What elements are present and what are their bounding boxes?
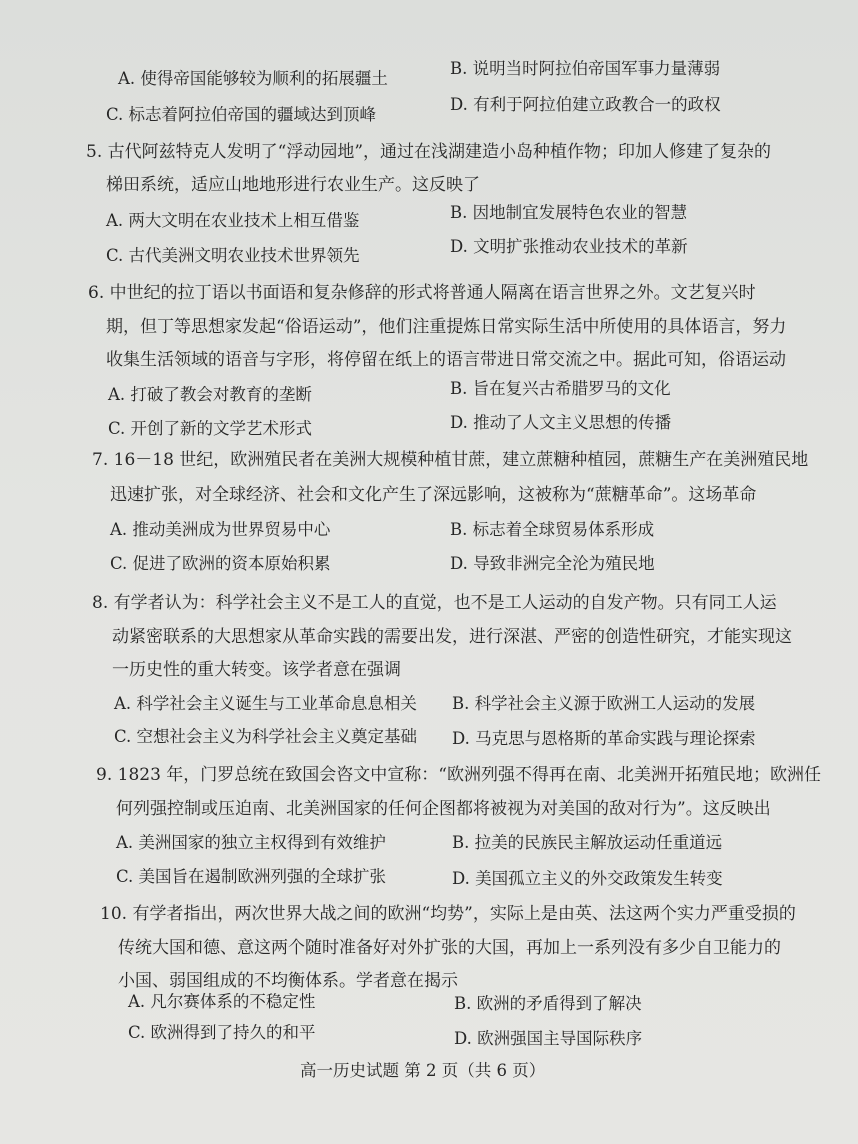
q4-option-d: D. 有利于阿拉伯建立政教合一的政权 <box>450 95 721 114</box>
q10-stem-line-2: 传统大国和德、意这两个随时准备好对外扩张的大国，再加上一系列没有多少自卫能力的 <box>118 938 781 958</box>
q6-stem-line-3: 收集生活领域的语音与字形，将停留在纸上的语言带进日常交流之中。据此可知，俗语运动 <box>106 350 786 370</box>
q9-option-b: B. 拉美的民族民主解放运动任重道远 <box>452 833 723 852</box>
q5-option-b: B. 因地制宜发展特色农业的智慧 <box>450 203 688 222</box>
page-footer: 高一历史试题 第 2 页（共 6 页） <box>300 1061 546 1080</box>
q10-option-d: D. 欧洲强国主导国际秩序 <box>454 1029 643 1048</box>
q10-option-b: B. 欧洲的矛盾得到了解决 <box>454 994 642 1013</box>
q7-option-a: A. 推动美洲成为世界贸易中心 <box>110 520 331 539</box>
q4-option-a: A. 使得帝国能够较为顺利的拓展疆土 <box>118 69 388 88</box>
q10-option-c: C. 欧洲得到了持久的和平 <box>128 1023 316 1042</box>
q7-option-c: C. 促进了欧洲的资本原始积累 <box>110 554 331 573</box>
q8-stem-line-2: 动紧密联系的大思想家从革命实践的需要出发，进行深湛、严密的创造性研究，才能实现这 <box>112 627 792 647</box>
q5-stem-line-1: 5. 古代阿兹特克人发明了“浮动园地”，通过在浅湖建造小岛种植作物；印加人修建了复杂的 <box>86 142 772 162</box>
q10-option-a: A. 凡尔赛体系的不稳定性 <box>128 992 316 1011</box>
q5-stem-line-2: 梯田系统，适应山地地形进行农业生产。这反映了 <box>106 175 480 195</box>
q7-option-d: D. 导致非洲完全沦为殖民地 <box>450 554 655 573</box>
q9-option-c: C. 美国旨在遏制欧洲列强的全球扩张 <box>116 867 387 886</box>
q9-option-d: D. 美国孤立主义的外交政策发生转变 <box>452 869 723 888</box>
q6-option-a: A. 打破了教会对教育的垄断 <box>108 385 312 404</box>
q4-option-c: C. 标志着阿拉伯帝国的疆域达到顶峰 <box>106 105 377 124</box>
q8-option-d: D. 马克思与恩格斯的革命实践与理论探索 <box>452 729 756 748</box>
q6-option-b: B. 旨在复兴古希腊罗马的文化 <box>450 379 671 398</box>
q6-option-c: C. 开创了新的文学艺术形式 <box>108 419 313 438</box>
q8-option-c: C. 空想社会主义为科学社会主义奠定基础 <box>114 727 418 746</box>
q6-option-d: D. 推动了人文主义思想的传播 <box>450 413 672 432</box>
q9-option-a: A. 美洲国家的独立主权得到有效维护 <box>116 833 386 852</box>
q9-stem-line-2: 何列强控制或压迫南、北美洲国家的任何企图都将被视为对美国的敌对行为”。这反映出 <box>116 799 771 819</box>
q6-stem-line-2: 期，但丁等思想家发起“俗语运动”，他们注重提炼日常实际生活中所使用的具体语言，努力 <box>106 317 787 337</box>
q7-stem-line-2: 迅速扩张，对全球经济、社会和文化产生了深远影响，这被称为“蔗糖革命”。这场革命 <box>110 485 757 505</box>
q5-option-c: C. 古代美洲文明农业技术世界领先 <box>106 246 360 265</box>
q10-stem-line-1: 10. 有学者指出，两次世界大战之间的欧洲“均势”，实际上是由英、法这两个实力严重受损的 <box>100 904 796 924</box>
q8-option-a: A. 科学社会主义诞生与工业革命息息相关 <box>114 694 417 713</box>
q9-stem-line-1: 9. 1823 年，门罗总统在致国会咨文中宣称：“欧洲列强不得再在南、北美洲开拓殖民地；欧洲任 <box>96 765 821 785</box>
q7-option-b: B. 标志着全球贸易体系形成 <box>450 520 655 539</box>
q8-stem-line-3: 一历史性的重大转变。该学者意在强调 <box>112 660 401 680</box>
q5-option-d: D. 文明扩张推动农业技术的革新 <box>450 237 688 256</box>
q6-stem-line-1: 6. 中世纪的拉丁语以书面语和复杂修辞的形式将普通人隔离在语言世界之外。文艺复兴时 <box>88 283 756 303</box>
q8-stem-line-1: 8. 有学者认为：科学社会主义不是工人的直觉，也不是工人运动的自发产物。只有同工人运 <box>92 593 777 613</box>
q7-stem-line-1: 7. 16－18 世纪，欧洲殖民者在美洲大规模种植甘蔗，建立蔗糖种植园，蔗糖生产在美洲殖民地 <box>92 450 809 470</box>
q5-option-a: A. 两大文明在农业技术上相互借鉴 <box>106 211 360 230</box>
q4-option-b: B. 说明当时阿拉伯帝国军事力量薄弱 <box>450 59 721 78</box>
q10-stem-line-3: 小国、弱国组成的不均衡体系。学者意在揭示 <box>118 971 458 991</box>
q8-option-b: B. 科学社会主义源于欧洲工人运动的发展 <box>452 694 756 713</box>
